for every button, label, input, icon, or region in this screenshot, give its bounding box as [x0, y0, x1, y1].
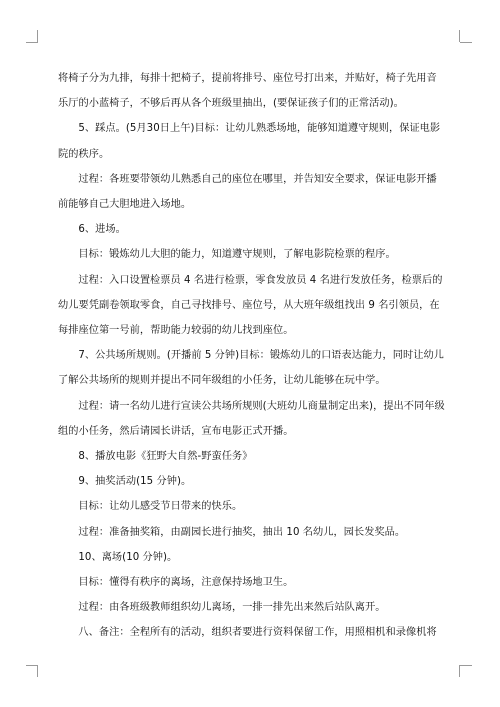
document-body [58, 66, 446, 646]
paragraph: 八、备注：全程所有的活动，组织者要进行资料保留工作，用照相机和录像机将 [78, 627, 437, 639]
crop-mark-bottom-right-vertical [459, 665, 460, 677]
crop-mark-top-left-vertical [37, 30, 38, 42]
paragraph: 目标：锻炼幼儿大胆的能力，知道遵守规则，了解电影院检票的程序。 [78, 249, 396, 261]
paragraph: 过程：请一名幼儿进行宣读公共场所规则(大班幼儿商量制定出来)，提出不同年级组的小任务，然后请园长讲话，宣布电影正式开播。 [58, 400, 445, 437]
paragraph: 过程：入口设置检票员 4 名进行检票，零食发放员 4 名进行发放任务，检票后的幼儿要凭副卷领取零食，自己寻找排号、座位号，从大班年级组找出 9 名引领员，在每排座位第一号前，帮助能力较弱的幼儿找到座位。 [58, 274, 443, 337]
crop-mark-top-right-vertical [459, 30, 460, 42]
crop-mark-top-right-horizontal [460, 42, 472, 43]
paragraph: 7、公共场所规则。(开播前 5 分钟)目标：锻炼幼儿的口语表达能力，同时让幼儿了解公共场所的规则并提出不同年级组的小任务，让幼儿能够在玩中学。 [58, 350, 444, 387]
paragraph: 8、播放电影《狂野大自然-野蛮任务》 [78, 451, 253, 463]
paragraph: 10、离场(10 分钟)。 [78, 551, 178, 563]
paragraph: 过程：由各班级教师组织幼儿离场，一排一排先出来然后站队离开。 [78, 602, 386, 614]
paragraph: 5、踩点。(5月30日上午)目标：让幼儿熟悉场地，能够知道遵守规则，保证电影院的秩序。 [58, 123, 441, 160]
paragraph: 9、抽奖活动(15 分钟)。 [78, 476, 192, 488]
paragraph: 目标：懂得有秩序的离场，注意保持场地卫生。 [78, 577, 294, 589]
crop-mark-top-left-horizontal [26, 42, 38, 43]
paragraph: 将椅子分为九排，每排十把椅子，提前将排号、座位号打出来，并贴好，椅子先用音乐厅的小蓝椅子，不够后再从各个班级里抽出，(要保证孩子们的正常活动)。 [58, 73, 437, 110]
crop-mark-bottom-left-vertical [37, 665, 38, 677]
crop-mark-bottom-left-horizontal [26, 665, 38, 666]
paragraph: 过程：各班要带领幼儿熟悉自己的座位在哪里，并告知安全要求，保证电影开播前能够自己大胆地进入场地。 [58, 173, 437, 211]
crop-mark-bottom-right-horizontal [460, 665, 472, 666]
paragraph: 目标：让幼儿感受节日带来的快乐。 [78, 501, 243, 513]
paragraph: 6、进场。 [78, 224, 126, 236]
paragraph: 过程：准备抽奖箱，由副园长进行抽奖，抽出 10 名幼儿，园长发奖品。 [78, 526, 406, 538]
